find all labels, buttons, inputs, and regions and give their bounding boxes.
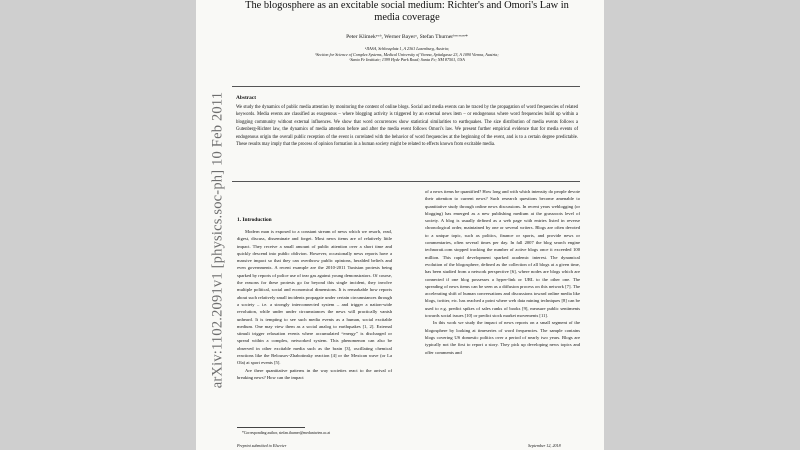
abstract-text: We study the dynamics of public media attention by monitoring the content of online blogs. Social and media events can be traced by the propagation of word frequencies of related keywords. Media events are classified as exogenous – where blogging activity is triggered by an external news item – or endogenous where word frequencies build up within a blogging community without external influences. We show that word occurrences show statistical similarities to earthquakes. The size distribution of media events follows a Gutenberg-Richter law, the dynamics of media attention before and after the media event follows Omori's law. We present further empirical evidence that for media events of endogenous origin the overall public reception of the event is correlated with the behavior of word frequencies at the beginning of the event, and is to a certain degree predictable. These results may imply that the process of opinion formation in a human society might be related to effects known from excitable media. — [236, 105, 578, 148]
abstract-top-rule — [232, 86, 580, 87]
section-heading: 1. Introduction — [237, 217, 272, 223]
affiliation-line: ᵃIIASA, Schlossplatz 1, A 2361 Laxenburg, Austria; — [364, 46, 450, 51]
paragraph: Modern man is exposed to a constant stream of news which we resorb, read, digest, discuss, disseminate and forget. Most news items are of relatively little impact. They receive a small amount of public attention over a short time and quickly descend into public oblivion. However, occasionally news reports have a massive impact so that they can overthrow public opinions, heralded beliefs and even governments. A recent example are the 2010-2011 Tunisian protests being sparked by reports of police use of tear gas against young demonstrators. Of course, the reasons for these protests go far beyond this single incident, they involve multiple political, social and economical dimensions. It is remarkable how reports about such relatively small incidents propagate under certain circumstances through a society – i.e. a strongly interconnected system – and trigger a nation-wide revolution, while under under circumstances the news will practically vanish unheard. It is tempting to see such media events as a human, social excitable medium. One may view them as a social analog to earthquakes [1, 2]. External stimuli trigger relaxation events where accumulated “energy” is discharged or spread within a complex, networked system. This phenomenon can also be observed in other excitable media such as the brain [3], oscillating chemical reactions like the Belousov-Zhabotinsky reaction [4] or the Mexican wave (or La Ola) at sport events [5]. — [237, 229, 392, 366]
paragraph: Are there quantitative patterns in the way societies react to the arrival of breaking news? How can the impact — [237, 367, 392, 380]
arxiv-identifier-margin — [202, 90, 234, 390]
left-column — [237, 228, 392, 443]
abstract-heading: Abstract — [236, 95, 257, 101]
affiliation-line: ᶜSanta Fe Institute; 1399 Hyde Park Road; Santa Fe; NM 87501, USA — [349, 57, 465, 63]
paper-title: The blogosphere as an excitable social medium: Richter's and Omori's Law in media coverage — [245, 0, 569, 23]
affiliation-line: ᵇSection for Science of Complex Systems, Medical University of Vienna, Spitalgasse 23, A 1090 Vienna, Austria; — [315, 51, 499, 57]
abstract-bottom-rule — [232, 181, 580, 182]
footnote: *Corresponding author, stefan.thurner@meduniwien.ac.at — [242, 431, 331, 435]
right-column — [425, 188, 580, 450]
footer-date: September 12, 2018 — [528, 443, 561, 448]
paragraph: of a news items be quantified? How long and with which intensity do people devote their attention to current news? Such research questions become amenable to quantitative study through online news discussions. In recent years weblogging (or blogging) has emerged as a new publishing medium at the grassroots level of society. A blog is usually defined as a web page with entries listed in reverse chronological order, maintained by one or several writers. Blogs are often devoted to a unique topic, such as politics, finance or sports, and provide news or commentaries, often several times per day. In fall 2007 the blog search engine technorati.com stopped tracking the number of active blogs once it exceeded 100 million. This rapid development sparked academic interest. The dynamical evolution of the blogosphere, defined as the collection of all blogs at a given time, has been studied from a network perspective [6], where nodes are blogs which are connected if one blog possesses a hyper-link or URL to the other one. The spreading of news items can be seen as a diffusion process on this network [7]. The accelerating shift of human conversations and discussions toward online media like blogs, twitter, etc. has reached a point where web data mining techniques [8] can be used to e.g. predict spikes of sales ranks of books [9], measure public sentiments towards social issues [10] or predict stock market movements [11]. — [425, 189, 580, 319]
footnote-rule — [237, 427, 305, 428]
footer-preprint: Preprint submitted to Elsevier — [237, 443, 287, 448]
paragraph: In this work we study the impact of news reports on a small segment of the blogosphere by looking at timeseries of word frequencies. The sample contains blogs covering US domestic politics over a period of nearly two years. Blogs are typically not the first to report a story. They pick up developing news topics and offer comments and — [425, 320, 580, 355]
affiliations — [232, 46, 582, 63]
arxiv-identifier: arXiv:1102.2091v1 [physics.soc-ph] 10 Feb 2011 — [209, 91, 226, 389]
author-list: Peter Klimekᵃʷᵇ, Werner Bayerᵃ, Stefan Thurnerᵇʷᶜʷᵃʷ* — [346, 34, 468, 40]
